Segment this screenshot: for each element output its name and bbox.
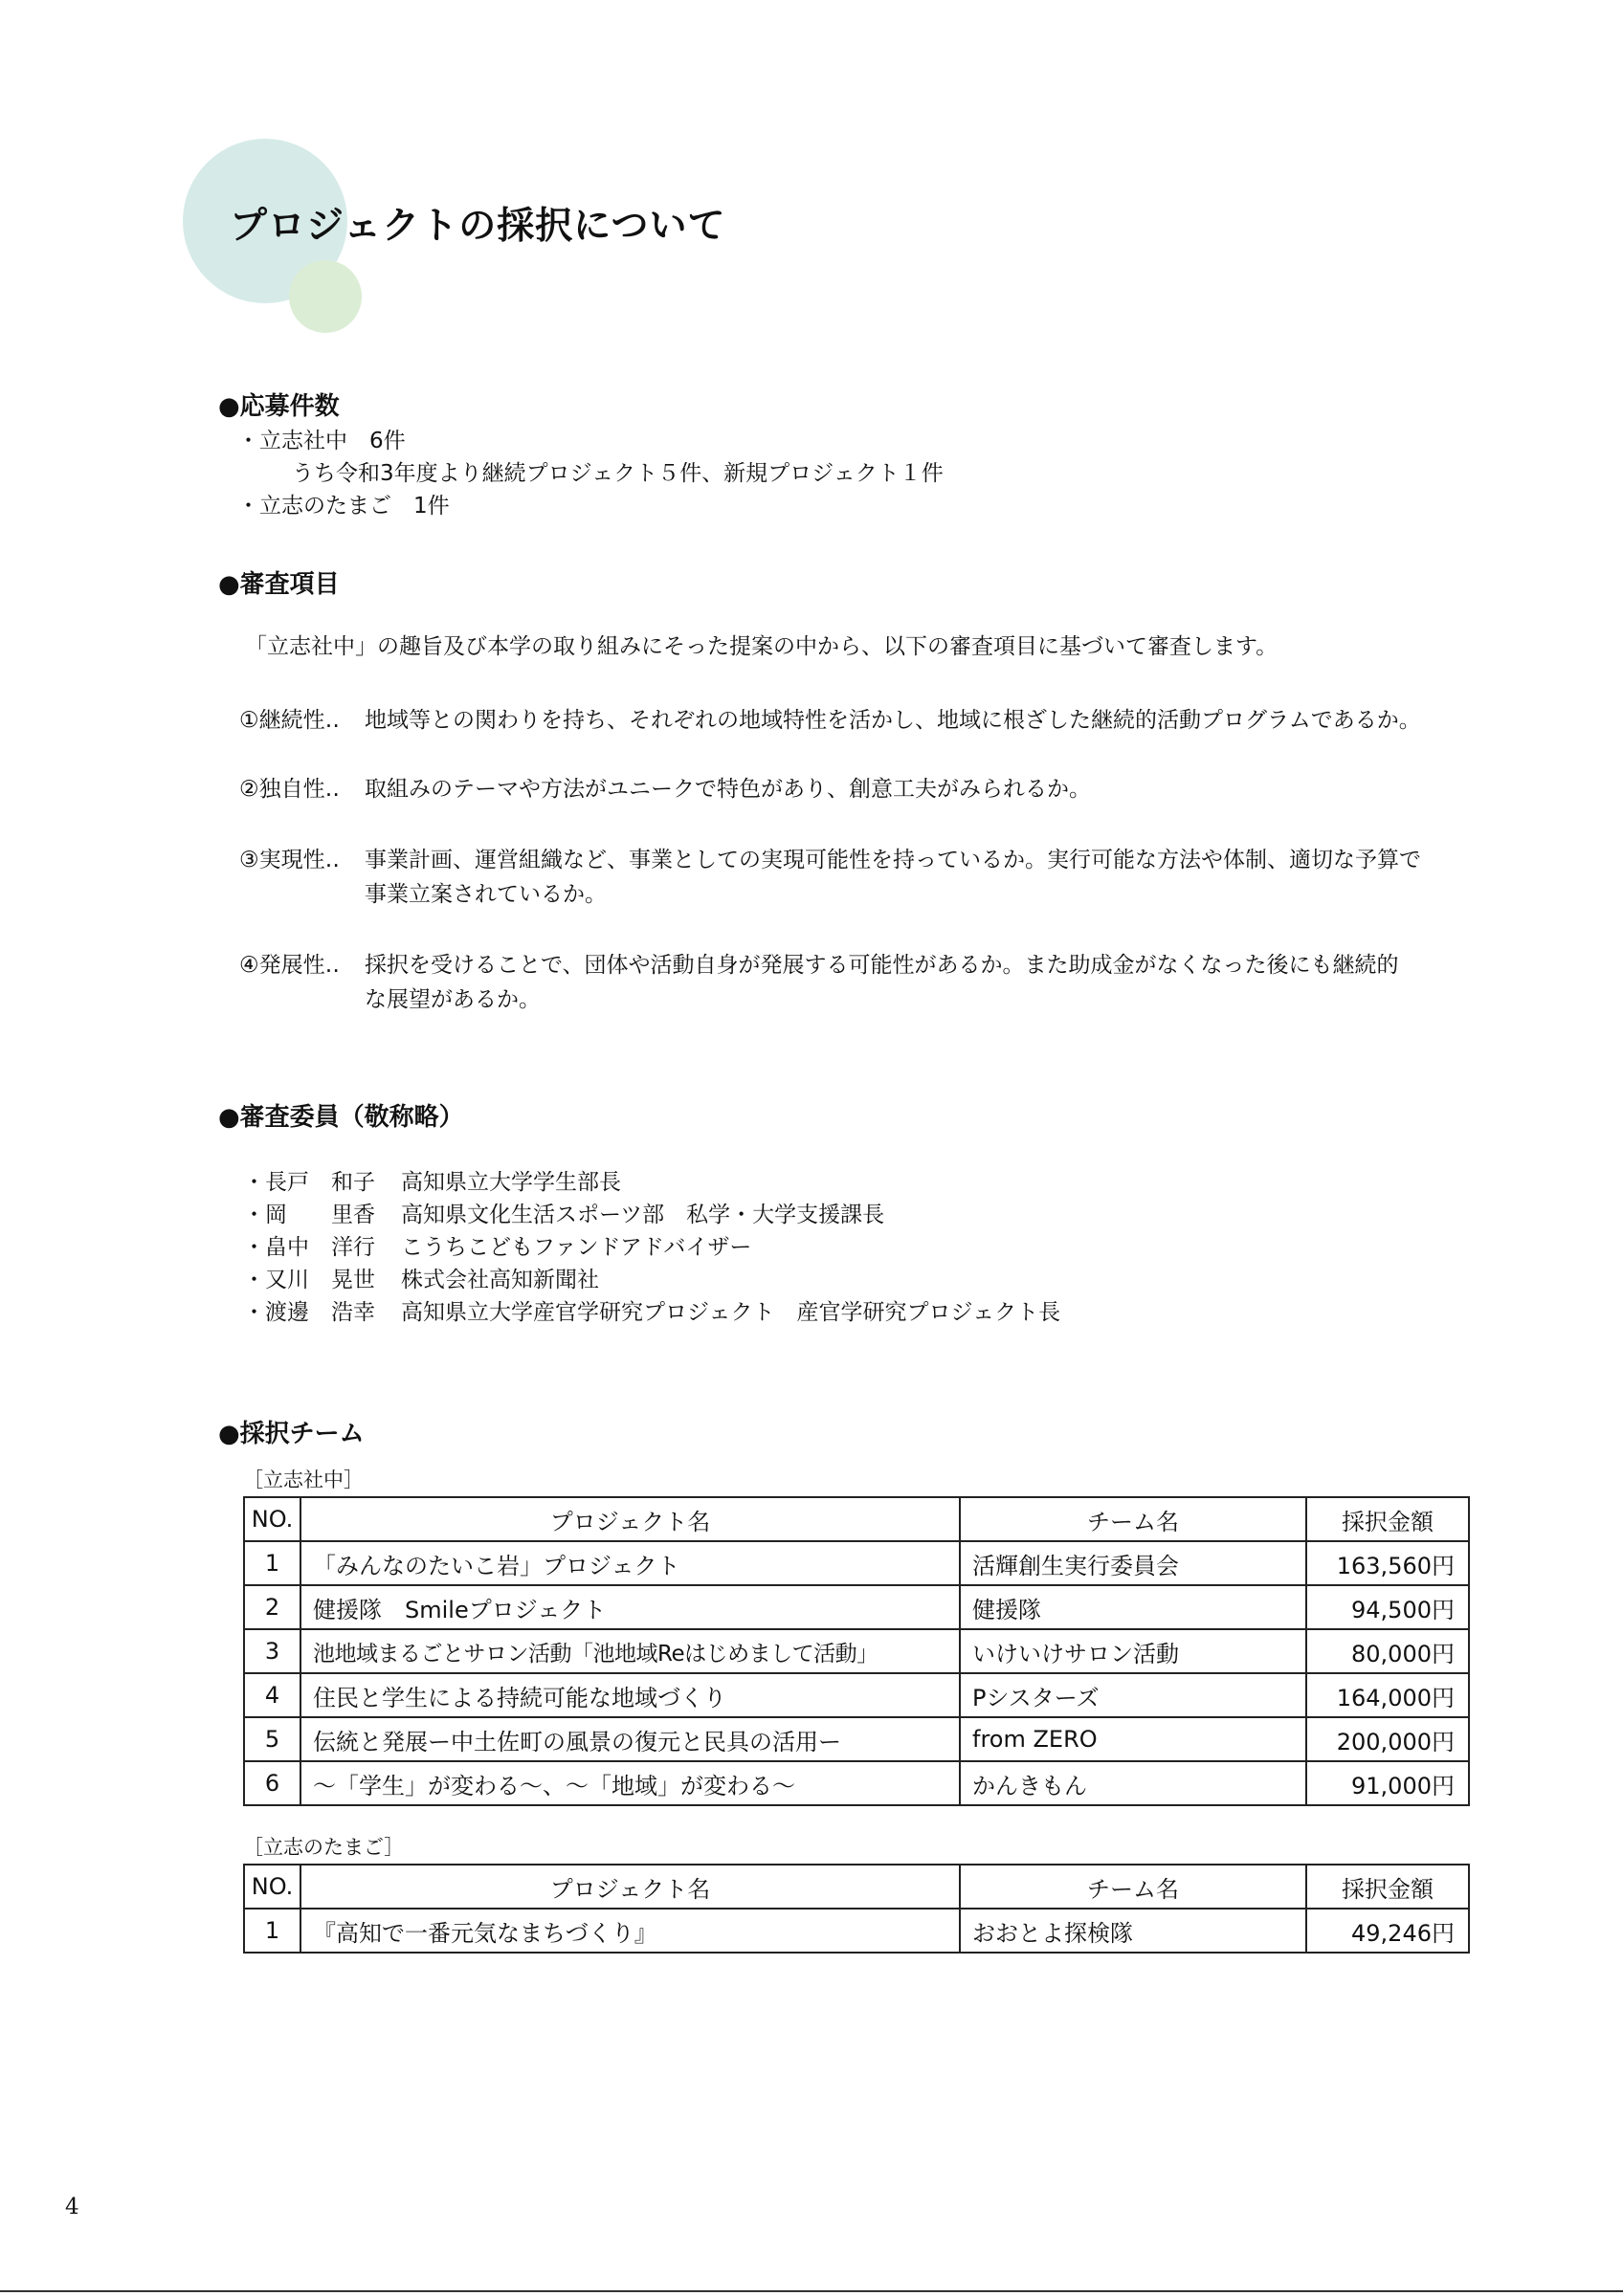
table-row xyxy=(244,1673,1469,1717)
cell-project: 「みんなのたいこ岩」プロジェクト xyxy=(300,1541,960,1585)
header-no: NO. xyxy=(244,1865,300,1909)
committee-heading: ●審査委員（敬称略） xyxy=(218,1103,464,1132)
cell-no: 4 xyxy=(244,1673,300,1717)
cell-team: かんきもん xyxy=(960,1761,1306,1805)
cell-team: 活輝創生実行委員会 xyxy=(960,1541,1306,1585)
cell-team: 健援隊 xyxy=(960,1585,1306,1629)
page-number: 4 xyxy=(65,2195,79,2219)
criteria-item-text: 事業立案されているか。 xyxy=(365,882,607,907)
header-amount: 採択金額 xyxy=(1306,1497,1469,1541)
cell-no: 1 xyxy=(244,1541,300,1585)
committee-member-title: 高知県立大学産官学研究プロジェクト 産官学研究プロジェクト長 xyxy=(401,1300,1061,1325)
criteria-heading: ●審査項目 xyxy=(218,570,340,599)
committee-member-name: ・岡 里香 xyxy=(243,1203,375,1227)
bottom-divider xyxy=(0,2290,1623,2292)
header-team: チーム名 xyxy=(960,1865,1306,1909)
table-row xyxy=(244,1761,1469,1805)
applications-line: うち令和3年度より継続プロジェクト５件、新規プロジェクト１件 xyxy=(292,461,944,486)
header-project: プロジェクト名 xyxy=(300,1865,960,1909)
cell-amount: 91,000円 xyxy=(1306,1761,1469,1805)
criteria-item-label: ④発展性‥ xyxy=(239,953,340,978)
table-row xyxy=(244,1909,1469,1953)
criteria-item-text: な展望があるか。 xyxy=(365,987,541,1012)
criteria-item-text: 事業計画、運営組織など、事業としての実現可能性を持っているか。実行可能な方法や体制、適切な予算で xyxy=(365,848,1421,872)
cell-amount: 94,500円 xyxy=(1306,1585,1469,1629)
table-header-row xyxy=(244,1865,1469,1909)
committee-member-name: ・渡邊 浩幸 xyxy=(243,1300,375,1325)
cell-amount: 49,246円 xyxy=(1306,1909,1469,1953)
rishi-shachu-table xyxy=(243,1496,1470,1806)
teams-heading: ●採択チーム xyxy=(218,1420,365,1448)
cell-no: 5 xyxy=(244,1717,300,1761)
cell-project: 健援隊 Smileプロジェクト xyxy=(300,1585,960,1629)
committee-member-name: ・又川 晃世 xyxy=(243,1268,375,1292)
committee-member-title: 株式会社高知新聞社 xyxy=(401,1268,599,1292)
header-no: NO. xyxy=(244,1497,300,1541)
table-row xyxy=(244,1629,1469,1673)
cell-project: 住民と学生による持続可能な地域づくり xyxy=(300,1673,960,1717)
criteria-item-label: ①継続性‥ xyxy=(239,708,340,733)
cell-team: おおとよ探検隊 xyxy=(960,1909,1306,1953)
cell-team: from ZERO xyxy=(960,1717,1306,1761)
criteria-item-text: 取組みのテーマや方法がユニークで特色があり、創意工夫がみられるか。 xyxy=(365,777,1091,802)
table-label-tamago: ［立志のたまご］ xyxy=(243,1836,405,1859)
criteria-item-text: 地域等との関わりを持ち、それぞれの地域特性を活かし、地域に根ざした継続的活動プログラムであるか。 xyxy=(365,708,1421,733)
committee-member-title: 高知県立大学学生部長 xyxy=(401,1170,621,1195)
cell-project: 伝統と発展ー中土佐町の風景の復元と民具の活用ー xyxy=(300,1717,960,1761)
header-team: チーム名 xyxy=(960,1497,1306,1541)
page-title: プロジェクトの採択について xyxy=(230,205,726,248)
title-decoration-circle-small xyxy=(289,260,362,333)
table-label-rishi: ［立志社中］ xyxy=(243,1468,364,1491)
table-row xyxy=(244,1541,1469,1585)
table-row xyxy=(244,1585,1469,1629)
committee-member-title: こうちこどもファンドアドバイザー xyxy=(401,1235,752,1260)
cell-no: 2 xyxy=(244,1585,300,1629)
committee-member-name: ・畠中 洋行 xyxy=(243,1235,375,1260)
applications-line: ・立志のたまご 1件 xyxy=(237,494,450,519)
cell-amount: 80,000円 xyxy=(1306,1629,1469,1673)
criteria-item-text: 採択を受けることで、団体や活動自身が発展する可能性があるか。また助成金がなくなった後にも継続的 xyxy=(365,953,1399,978)
cell-amount: 200,000円 xyxy=(1306,1717,1469,1761)
criteria-item-label: ②独自性‥ xyxy=(239,777,340,802)
cell-amount: 164,000円 xyxy=(1306,1673,1469,1717)
header-project: プロジェクト名 xyxy=(300,1497,960,1541)
cell-project: 〜「学生」が変わる〜、〜「地域」が変わる〜 xyxy=(300,1761,960,1805)
cell-no: 6 xyxy=(244,1761,300,1805)
cell-no: 3 xyxy=(244,1629,300,1673)
committee-member-name: ・長戸 和子 xyxy=(243,1170,375,1195)
table-header-row xyxy=(244,1497,1469,1541)
applications-line: ・立志社中 6件 xyxy=(237,429,406,453)
committee-member-title: 高知県文化生活スポーツ部 私学・大学支援課長 xyxy=(401,1203,885,1227)
header-amount: 採択金額 xyxy=(1306,1865,1469,1909)
cell-team: Pシスターズ xyxy=(960,1673,1306,1717)
table-row xyxy=(244,1717,1469,1761)
criteria-item-label: ③実現性‥ xyxy=(239,848,340,872)
cell-project: 池地域まるごとサロン活動「池地域Reはじめまして活動」 xyxy=(300,1629,960,1673)
cell-amount: 163,560円 xyxy=(1306,1541,1469,1585)
rishi-tamago-table xyxy=(243,1864,1470,1954)
applications-heading: ●応募件数 xyxy=(218,392,340,421)
criteria-intro: 「立志社中」の趣旨及び本学の取り組みにそった提案の中から、以下の審査項目に基づいて審査します。 xyxy=(245,634,1278,659)
cell-no: 1 xyxy=(244,1909,300,1953)
cell-team: いけいけサロン活動 xyxy=(960,1629,1306,1673)
cell-project: 『高知で一番元気なまちづくり』 xyxy=(300,1909,960,1953)
